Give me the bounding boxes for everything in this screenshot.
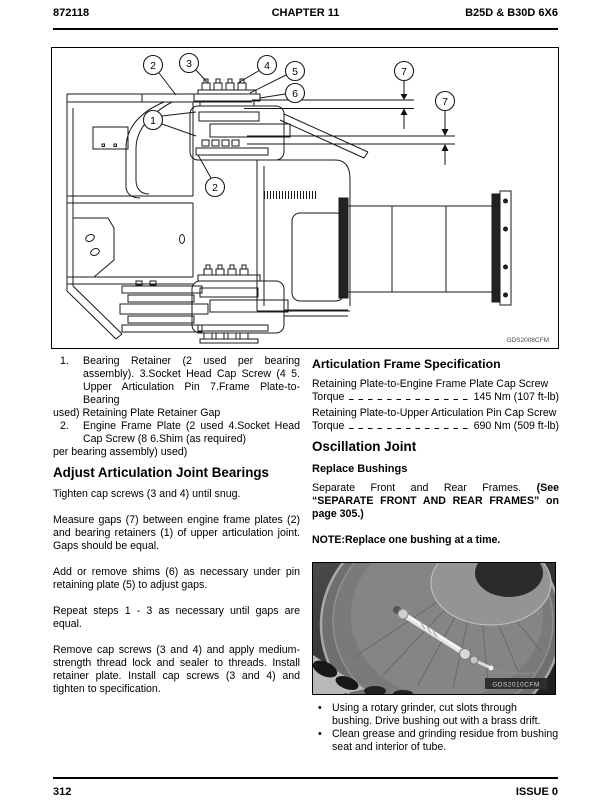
rear-frame-body <box>257 160 350 316</box>
note-text: NOTE:Replace one bushing at a time. <box>312 534 501 546</box>
photo-id-label: GDS2010CFM <box>492 681 540 689</box>
spec-item-name: Retaining Plate-to-Engine Frame Plate Cap Screw <box>312 378 549 390</box>
left-column <box>53 352 300 709</box>
callout-leader <box>238 70 260 83</box>
replace-bushings-paragraph <box>312 482 559 521</box>
callout-leader <box>162 112 196 116</box>
spec-entry <box>312 407 559 433</box>
doc-number: 872118 <box>53 7 90 19</box>
torque-specs <box>312 378 559 433</box>
legend-line: Bearing <box>83 394 120 406</box>
procedure-paragraphs <box>53 488 300 696</box>
photo-svg <box>313 563 555 694</box>
callout-leader <box>162 124 196 136</box>
articulation-joint-diagram <box>51 47 559 349</box>
bullet-text: Using a rotary grinder, cut slots through bushing. Drive bushing out with a brass drift. <box>332 702 541 727</box>
legend-item-number: 2. <box>60 420 69 432</box>
callout-number: 1 <box>150 114 156 127</box>
spec-torque-line <box>312 391 559 404</box>
footer-rule <box>53 777 558 779</box>
callout-leader <box>195 69 207 82</box>
legend-item-text: Bearing Retainer (2 used per bearing <box>83 355 300 367</box>
paragraph-text: Separate Front and Rear Frames. <box>312 482 537 494</box>
cross-reference: (See “SEPARATE FRONT AND REAR FRAMES” on page 305.) <box>312 482 559 520</box>
legend-item-text: Engine Frame Plate (2 used 4.Socket Head <box>83 420 300 432</box>
procedure-paragraph: Add or remove shims (6) as necessary under pin retaining plate (5) to adjust gaps. <box>53 566 300 591</box>
dimension-lines <box>244 81 455 165</box>
page-footer <box>53 786 558 800</box>
spec-entry <box>312 378 559 404</box>
bullet-text: Clean grease and grinding residue from bushing seat and interior of tube. <box>332 728 559 753</box>
legend-line: Upper Articulation Pin 7.Frame Plate-to- <box>83 381 300 393</box>
procedure-paragraph: Measure gaps (7) between engine frame plates (2) and bearing retainers (1) of upper articulation joint. Gaps should be equal. <box>53 514 300 552</box>
callout-number: 7 <box>401 65 407 78</box>
spec-heading: Articulation Frame Specification <box>312 357 501 371</box>
spec-item-name: Retaining Plate-to-Upper Articulation Pin Cap Screw <box>312 407 557 419</box>
procedure-paragraph: Repeat steps 1 - 3 as necessary until gaps are equal. <box>53 605 300 630</box>
chapter-title: CHAPTER 11 <box>271 7 340 19</box>
spec-label: Torque <box>312 420 345 432</box>
legend-line <box>53 420 300 433</box>
callout-number: 3 <box>186 57 192 70</box>
callout-number: 5 <box>292 65 298 78</box>
callout-number: 4 <box>264 59 270 72</box>
figure-id-label: GDS2008CFM <box>506 337 549 344</box>
legend-line: Cap Screw (8 6.Shim (as required) <box>83 433 247 445</box>
model-title: B25D & B30D 6X6 <box>465 7 558 19</box>
bullet-glyph: • <box>318 728 322 740</box>
callout-number: 2 <box>150 59 156 72</box>
procedure-paragraph: Remove cap screws (3 and 4) and apply medium-strength thread lock and sealer to threads. Install retainer plate. Install cap screws (3 and 4) and tighten to specification. <box>53 644 300 695</box>
callout-number: 6 <box>292 87 298 100</box>
header-rule <box>53 28 558 30</box>
callout-leader <box>250 75 286 93</box>
spec-label: Torque <box>312 391 345 403</box>
oscillation-tube <box>339 191 511 305</box>
bushing-removal-photo <box>312 562 556 695</box>
spec-torque-line <box>312 420 559 433</box>
callout-leader <box>159 73 176 95</box>
subheading-replace-bushings: Replace Bushings <box>312 463 408 475</box>
legend-line <box>53 355 300 368</box>
spec-value: 145 Nm (107 ft-lb) <box>473 391 559 403</box>
bullet-item <box>312 728 559 754</box>
legend-line: used) Retaining Plate Retainer Gap <box>53 407 221 419</box>
legend-line: per bearing assembly) used) <box>53 446 188 458</box>
page-header <box>53 7 558 21</box>
right-column <box>312 352 559 754</box>
figure-legend <box>53 355 300 459</box>
legend-line: assembly). 3.Socket Head Cap Screw (4 5. <box>83 368 300 380</box>
bullet-glyph: • <box>318 702 322 714</box>
section-heading-oscillation-joint: Oscillation Joint <box>312 439 417 454</box>
section-heading-adjust-bearings: Adjust Articulation Joint Bearings <box>53 465 270 480</box>
procedure-paragraph: Tighten cap screws (3 and 4) until snug. <box>53 488 241 500</box>
callout-number: 2 <box>212 181 218 194</box>
spec-value: 690 Nm (509 ft-lb) <box>473 420 559 432</box>
issue-label: ISSUE 0 <box>515 786 558 798</box>
legend-item-number: 1. <box>60 355 69 367</box>
callout-number: 7 <box>442 95 448 108</box>
technical-drawing-svg <box>52 48 558 348</box>
page-number: 312 <box>53 786 72 798</box>
bullet-item <box>312 702 559 728</box>
callout-leader <box>260 94 285 98</box>
dash-leader <box>349 420 468 433</box>
callout-leader <box>198 155 211 178</box>
bullet-list <box>312 702 559 754</box>
dash-leader <box>349 391 468 404</box>
upper-bearing-assembly <box>190 79 290 160</box>
